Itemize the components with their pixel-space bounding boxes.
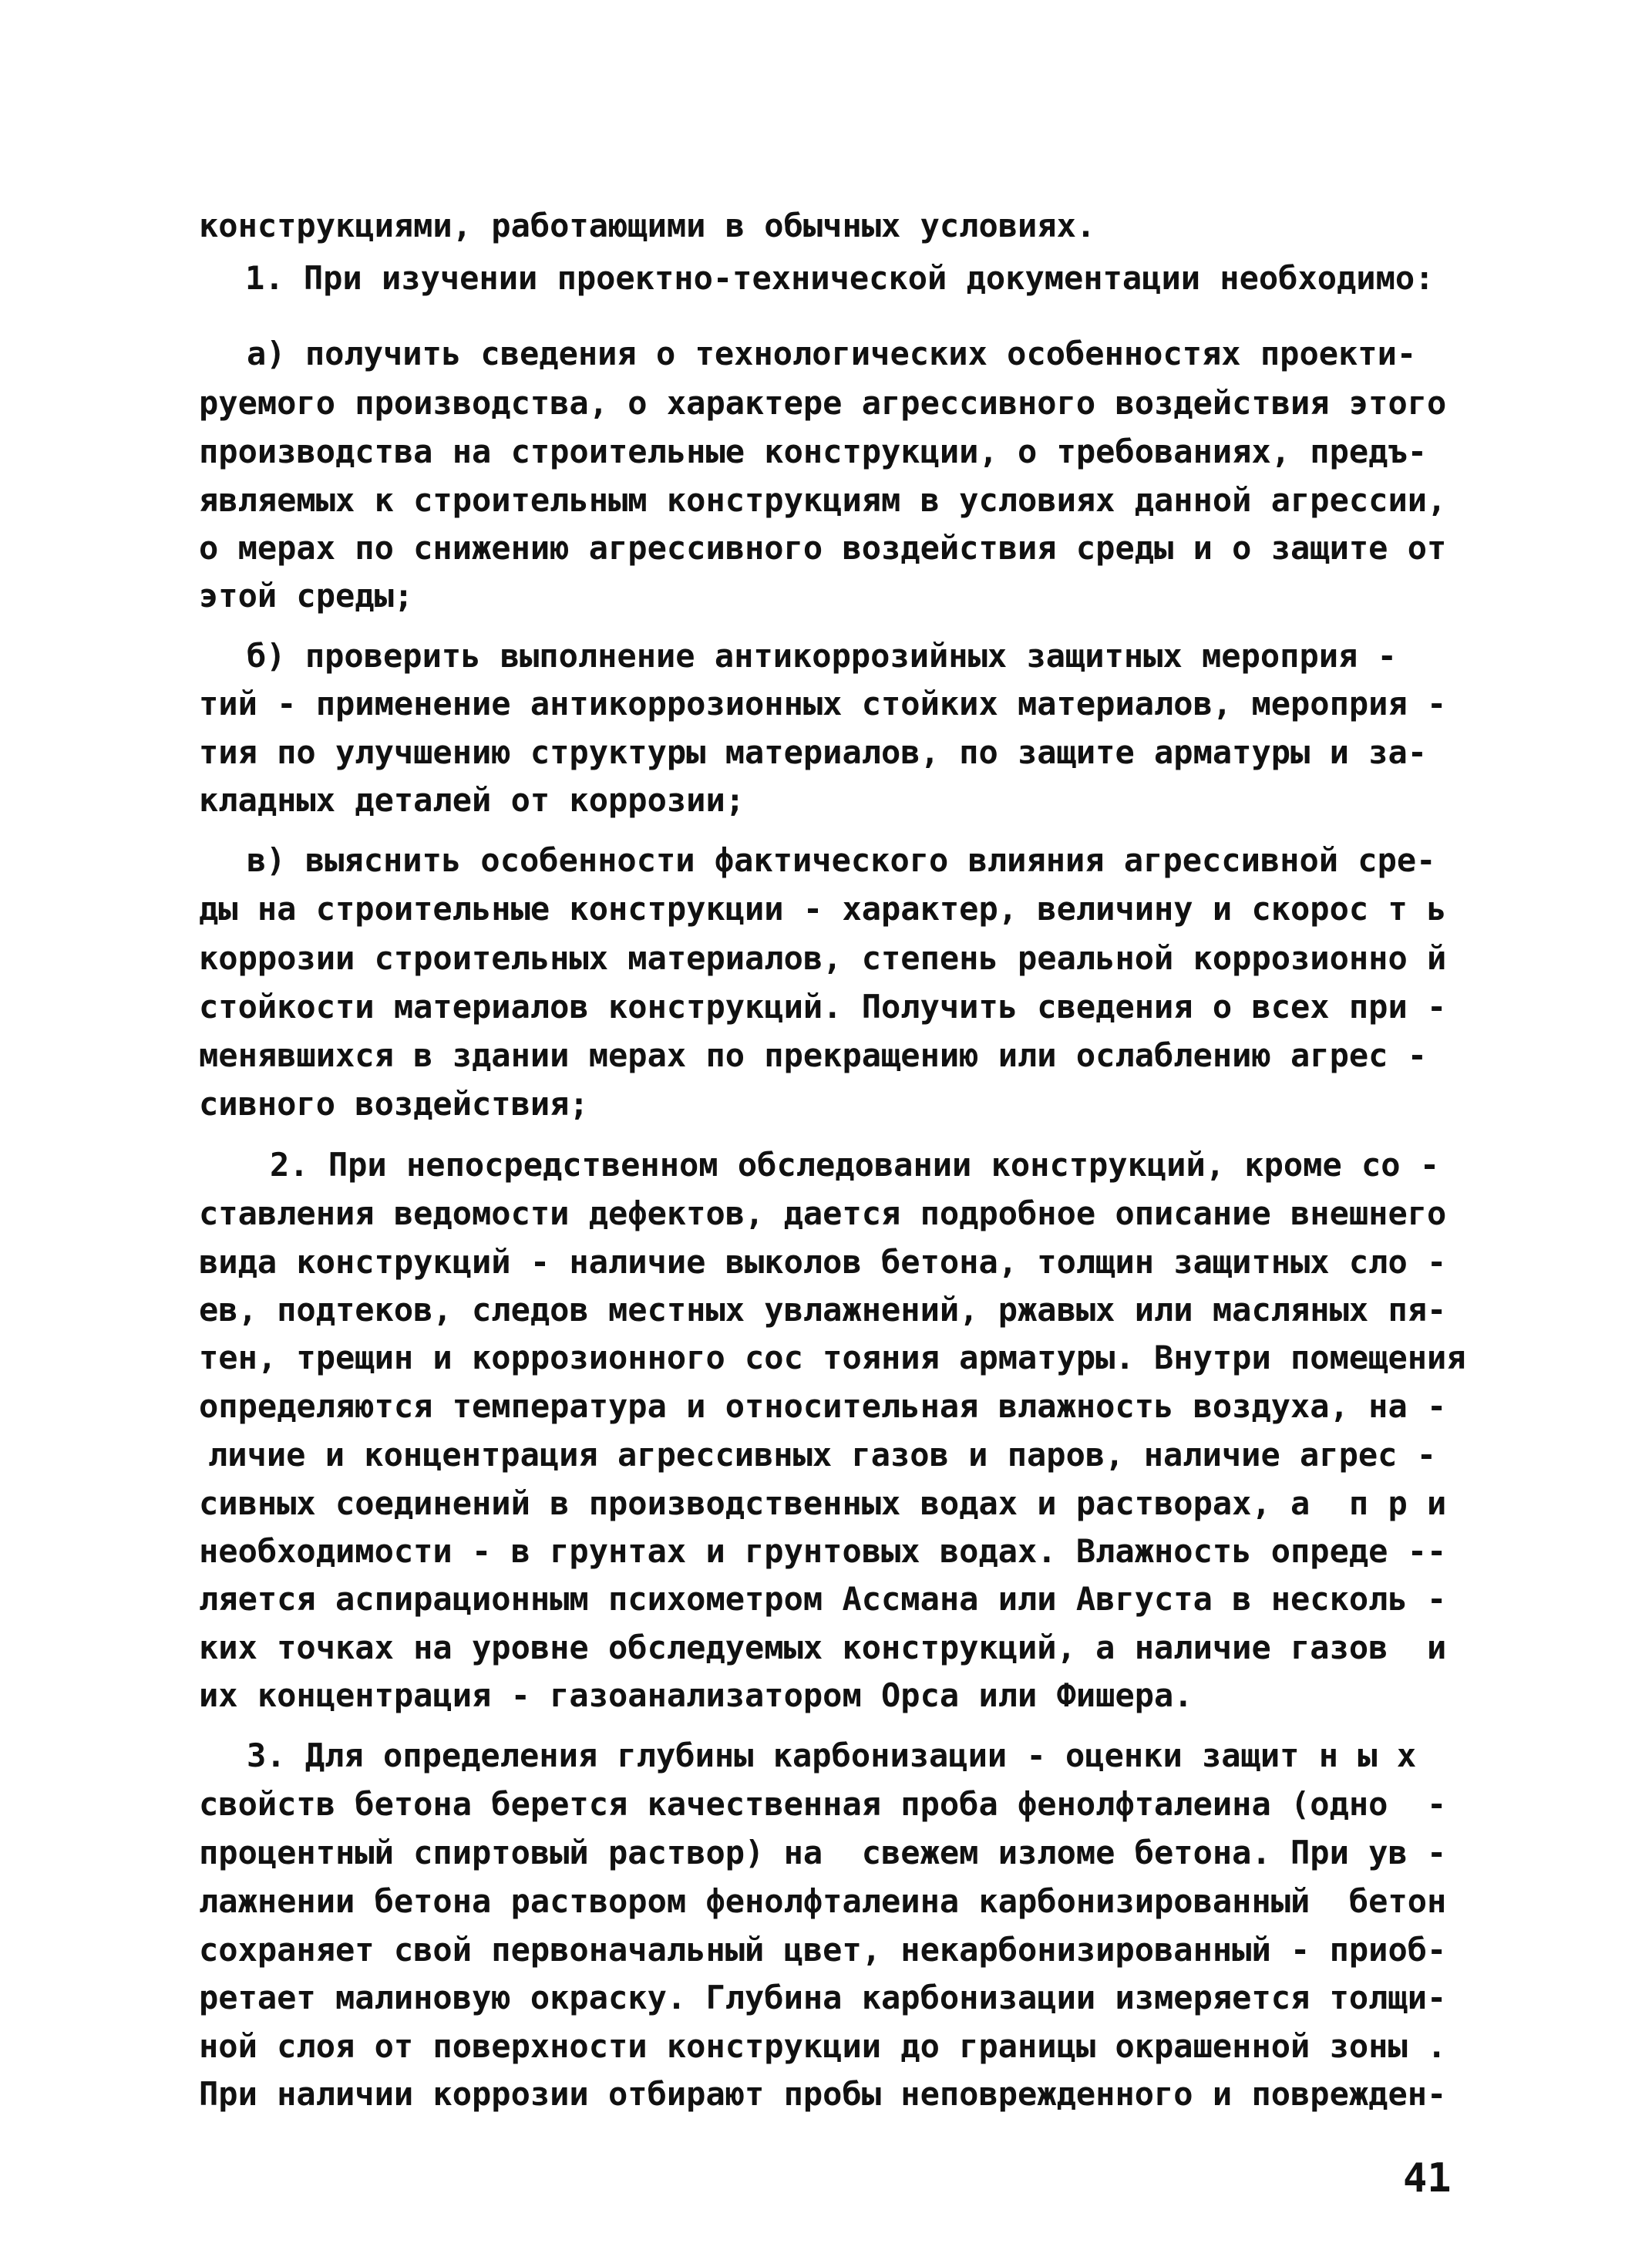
- text-line: При наличии коррозии отбирают пробы неповрежденного и поврежден-: [199, 2075, 1447, 2113]
- text-line: кладных деталей от коррозии;: [199, 781, 745, 819]
- text-line: 3. Для определения глубины карбонизации - оценки защит н ы х: [247, 1737, 1417, 1774]
- text-line: ставления ведомости дефектов, дается подробное описание внешнего: [199, 1194, 1447, 1232]
- text-line: ляется аспирационным психометром Ассмана или Августа в несколь -: [199, 1580, 1447, 1618]
- text-line: лажнении бетона раствором фенолфталеина карбонизированный бетон: [199, 1882, 1447, 1920]
- text-line: вида конструкций - наличие выколов бетона, толщин защитных сло -: [199, 1243, 1447, 1281]
- text-line: ретает малиновую окраску. Глубина карбонизации измеряется толщи-: [199, 1979, 1447, 2016]
- text-line: о мерах по снижению агрессивного воздействия среды и о защите от: [199, 529, 1447, 567]
- text-line: тия по улучшению структуры материалов, по защите арматуры и за-: [199, 733, 1428, 771]
- text-line: коррозии строительных материалов, степень реальной коррозионно й: [199, 939, 1447, 977]
- text-line: менявшихся в здании мерах по прекращению или ослаблению агрес -: [199, 1036, 1428, 1074]
- text-line: необходимости - в грунтах и грунтовых водах. Влажность опреде --: [199, 1532, 1447, 1570]
- text-line: ды на строительные конструкции - характер, величину и скорос т ь: [199, 890, 1447, 928]
- text-line: свойств бетона берется качественная проба фенолфталеина (одно -: [199, 1785, 1447, 1823]
- text-line: сохраняет свой первоначальный цвет, некарбонизированный - приоб-: [199, 1931, 1447, 1969]
- text-line: тен, трещин и коррозионного сос тояния арматуры. Внутри помещения: [199, 1339, 1466, 1376]
- text-line: процентный спиртовый раствор) на свежем изломе бетона. При ув -: [199, 1834, 1447, 1871]
- text-line: а) получить сведения о технологических особенностях проекти-: [247, 335, 1417, 372]
- text-line: личие и концентрация агрессивных газов и паров, наличие агрес -: [208, 1436, 1437, 1474]
- text-line: конструкциями, работающими в обычных условиях.: [199, 207, 1096, 244]
- page-number: 41: [1403, 2155, 1452, 2201]
- text-line: ной слоя от поверхности конструкции до границы окрашенной зоны .: [199, 2027, 1447, 2065]
- text-line: ев, подтеков, следов местных увлажнений, ржавых или масляных пя-: [199, 1291, 1447, 1329]
- text-line: этой среды;: [199, 577, 414, 615]
- text-line: производства на строительные конструкции, о требованиях, предъ-: [199, 433, 1428, 470]
- text-line: 2. При непосредственном обследовании конструкций, кроме со -: [270, 1146, 1440, 1184]
- text-line: руемого производства, о характере агрессивного воздействия этого: [199, 384, 1447, 422]
- text-line: 1. При изучении проектно-технической документации необходимо:: [245, 259, 1435, 297]
- text-line: сивных соединений в производственных водах и растворах, а п р и: [199, 1484, 1447, 1522]
- text-line: тий - применение антикоррозионных стойких материалов, мероприя -: [199, 685, 1447, 723]
- text-line: являемых к строительным конструкциям в условиях данной агрессии,: [199, 481, 1447, 519]
- text-line: стойкости материалов конструкций. Получить сведения о всех при -: [199, 988, 1447, 1026]
- text-line: в) выяснить особенности фактического влияния агрессивной сре-: [247, 841, 1436, 879]
- text-line: б) проверить выполнение антикоррозийных защитных мероприя -: [247, 637, 1397, 675]
- text-line: определяются температура и относительная влажность воздуха, на -: [199, 1387, 1447, 1425]
- text-line: ких точках на уровне обследуемых конструкций, а наличие газов и: [199, 1629, 1447, 1666]
- text-line: сивного воздействия;: [199, 1085, 589, 1123]
- text-line: их концентрация - газоанализатором Орса или Фишера.: [199, 1676, 1193, 1714]
